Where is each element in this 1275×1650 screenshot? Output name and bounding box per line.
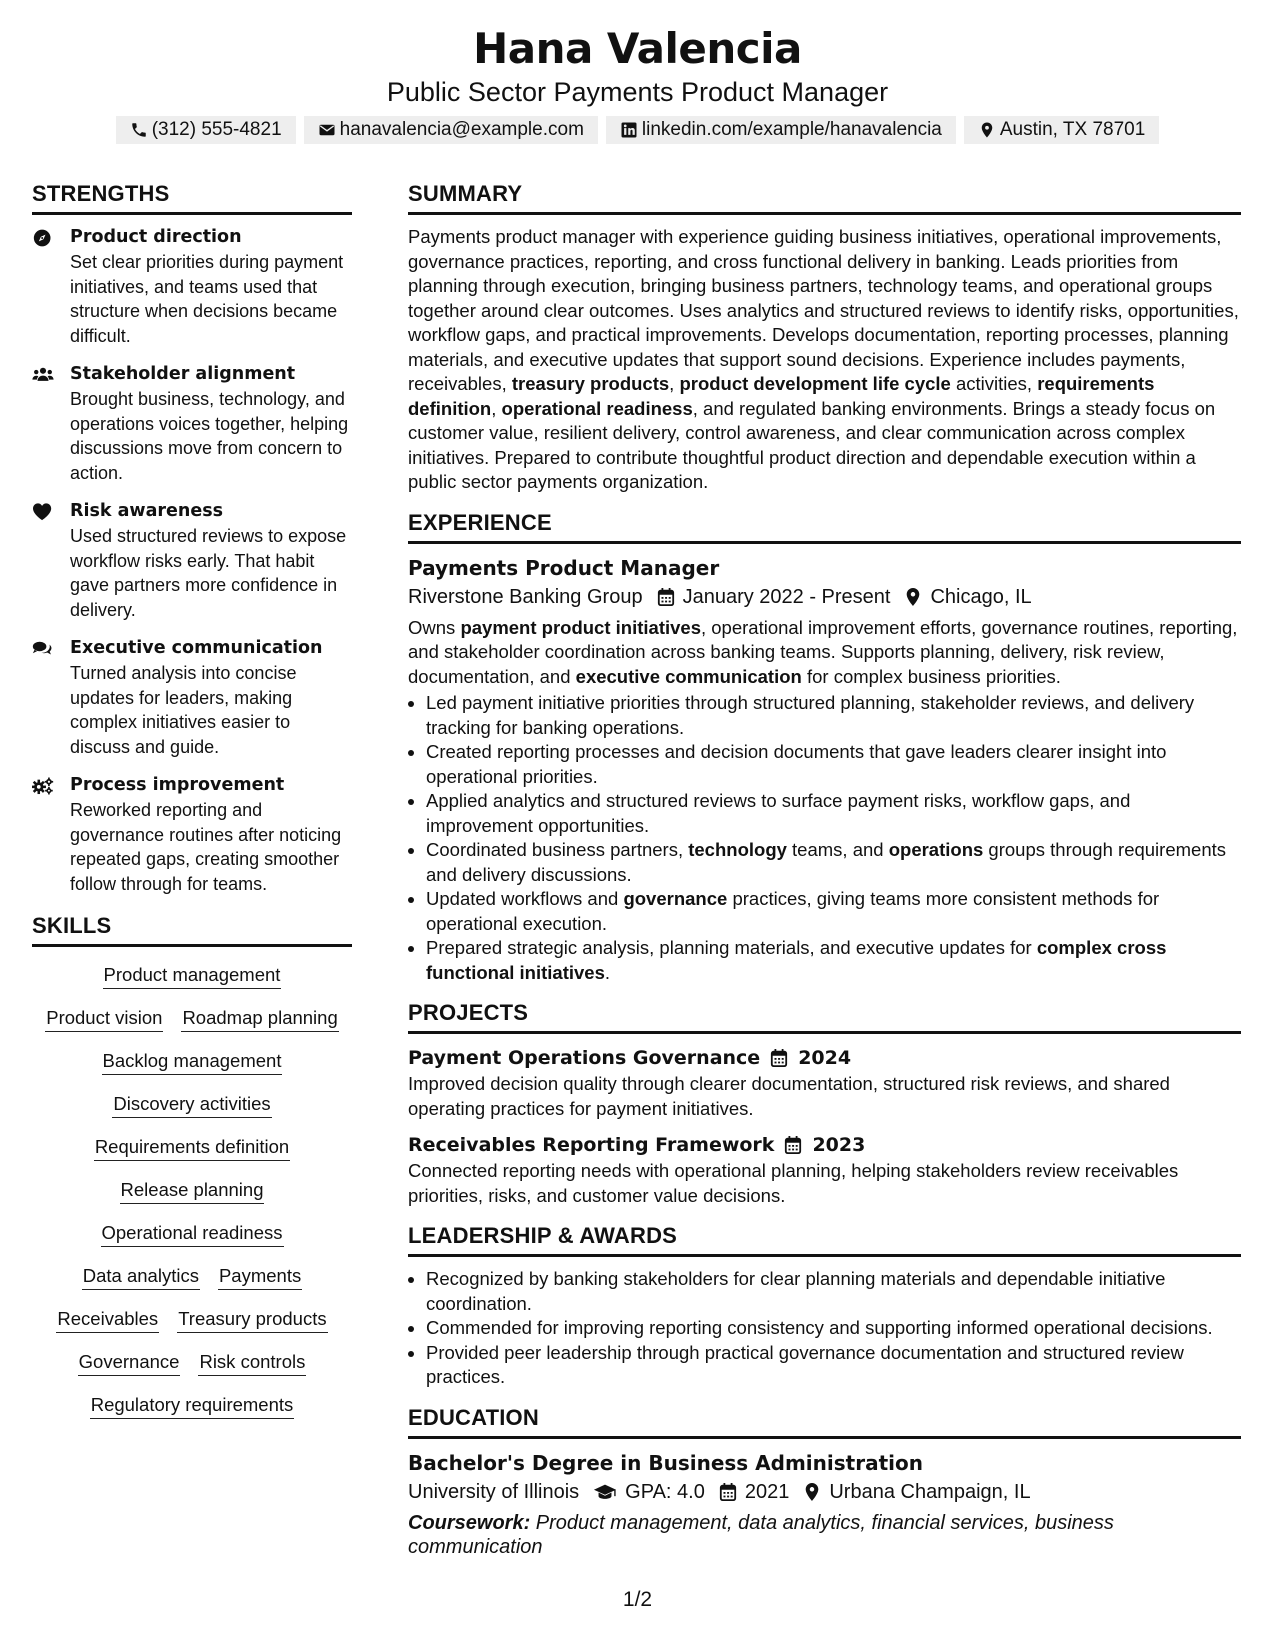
job-meta <box>408 582 1241 612</box>
job-location-text: Chicago, IL <box>930 585 1032 608</box>
bold-keyword: complex cross functional initiatives <box>426 937 1167 983</box>
strength-item <box>32 225 352 348</box>
skills-heading: SKILLS <box>32 912 352 947</box>
skill-tag: Product vision <box>45 1006 163 1032</box>
job-intro <box>408 616 1241 690</box>
skill-tag: Discovery activities <box>112 1092 271 1118</box>
text-run: Created reporting processes and decision documents that gave leaders clearer insight into operational priorities. <box>426 741 1167 787</box>
strength-title: Process improvement <box>70 775 285 795</box>
map-pin-icon <box>904 587 922 607</box>
skill-tag: Treasury products <box>177 1307 327 1333</box>
project-desc: Connected reporting needs with operational planning, helping stakeholders review receivables priorities, risks, and customer value decisions. <box>408 1160 1179 1206</box>
strength-desc: Set clear priorities during payment initiatives, and teams used that structure when decisions became difficult. <box>70 252 344 346</box>
contact-email[interactable] <box>304 116 598 144</box>
skill-row <box>32 1006 352 1032</box>
strengths-heading: STRENGTHS <box>32 180 352 215</box>
skill-tag: Requirements definition <box>94 1135 290 1161</box>
skill-tag: Payments <box>218 1264 302 1290</box>
bold-keyword: technology <box>688 839 787 860</box>
bold-keyword: executive communication <box>575 665 802 687</box>
coursework-label: Coursework: <box>408 1511 531 1534</box>
list-item <box>426 887 1241 936</box>
education-year <box>719 1477 790 1507</box>
calendar-icon <box>719 1482 737 1502</box>
list-item: • Commended for improving reporting consistency and supporting informed operational decisions. <box>426 1316 1241 1341</box>
experience-heading: EXPERIENCE <box>408 509 1241 544</box>
contact-location-text: Austin, TX 78701 <box>999 119 1146 140</box>
calendar-icon <box>784 1135 802 1155</box>
skill-tag: Roadmap planning <box>181 1006 338 1032</box>
text-run: teams, and <box>786 839 889 860</box>
linkedin-icon <box>620 121 638 139</box>
skill-row <box>32 1135 352 1161</box>
calendar-icon <box>657 587 675 607</box>
skills-list <box>32 957 352 1419</box>
envelope-icon <box>318 121 336 139</box>
resume-header <box>0 22 1275 144</box>
strength-desc: Turned analysis into concise updates for leaders, making complex initiatives easier to discuss and guide. <box>70 663 297 757</box>
text-run: Prepared strategic analysis, planning materials, and executive updates for <box>426 937 1037 958</box>
text-run: Owns <box>408 616 461 638</box>
summary-text <box>408 225 1241 495</box>
job-bullets <box>408 691 1241 985</box>
skill-row <box>32 1221 352 1247</box>
list-item <box>426 789 1241 838</box>
coursework-text: Product management, data analytics, financial services, business communication <box>408 1511 1114 1558</box>
bold-keyword: operational readiness <box>501 397 693 419</box>
job-dates <box>657 582 891 612</box>
text-run: , operational improvement efforts, governance routines, reporting, and stakeholder coordination across banking teams. Supports planning, delivery, risk review, documentation, and <box>408 616 1238 687</box>
text-run: Applied analytics and structured reviews to surface payment risks, workflow gaps, and improvement opportunities. <box>426 790 1131 836</box>
candidate-headline: Public Sector Payments Product Manager <box>386 77 889 107</box>
text-run: . <box>604 961 610 983</box>
skill-tag: Risk controls <box>198 1350 306 1376</box>
strength-item <box>32 773 352 896</box>
right-column <box>408 180 1241 1559</box>
projects-heading: PROJECTS <box>408 999 1241 1034</box>
strength-desc: Reworked reporting and governance routines after noticing repeated gaps, creating smoother follow through for teams. <box>70 800 342 894</box>
location-text: Urbana Champaign, IL <box>829 1480 1031 1503</box>
bold-keyword: governance <box>623 888 728 909</box>
project-desc: Improved decision quality through clearer documentation, structured risk reviews, and shared operating practices for payment initiatives. <box>408 1073 1170 1119</box>
map-pin-icon <box>803 1482 821 1502</box>
skill-row <box>32 1393 352 1419</box>
strength-desc: Used structured reviews to expose workflow risks early. That habit gave partners more confidence in delivery. <box>70 526 347 620</box>
list-item <box>426 936 1241 985</box>
summary-heading: SUMMARY <box>408 180 1241 215</box>
text-run: , <box>491 397 502 419</box>
text-run: groups through requirements and delivery discussions. <box>426 839 1226 885</box>
text-run: Updated workflows and <box>426 888 624 909</box>
text-run: for complex business priorities. <box>801 665 1061 687</box>
bold-keyword: product development life cycle <box>679 373 951 394</box>
project-title <box>408 1131 1241 1159</box>
contact-phone[interactable] <box>116 116 296 144</box>
skill-tag: Product management <box>103 963 282 989</box>
education-heading: EDUCATION <box>408 1404 1241 1439</box>
skill-tag: Governance <box>78 1350 181 1376</box>
list-item: • Provided peer leadership through practical governance documentation and structured review practices. <box>426 1341 1241 1390</box>
project-name: Payment Operations Governance <box>408 1047 761 1069</box>
text-run: activities, <box>950 373 1038 394</box>
list-item <box>426 838 1241 887</box>
users-icon <box>32 362 70 485</box>
project-year: 2024 <box>798 1047 852 1069</box>
phone-icon <box>130 121 148 139</box>
skill-tag: Receivables <box>56 1307 159 1333</box>
skill-row <box>32 1092 352 1118</box>
candidate-name: Hana Valencia <box>473 24 802 73</box>
gears-icon <box>32 773 70 896</box>
skill-row <box>32 1049 352 1075</box>
heart-icon <box>32 499 70 622</box>
strength-item <box>32 362 352 485</box>
strength-title: Stakeholder alignment <box>70 364 296 384</box>
project-title <box>408 1044 1241 1072</box>
strength-title: Product direction <box>70 227 242 247</box>
gpa-text: GPA: 4.0 <box>625 1480 705 1503</box>
text-run: Coordinated business partners, <box>426 839 689 860</box>
compass-icon <box>32 225 70 348</box>
contact-phone-text: (312) 555-4821 <box>151 119 282 140</box>
school-name: University of Illinois <box>408 1480 580 1503</box>
text-run: practices, giving teams more consistent methods for operational execution. <box>426 888 1160 934</box>
graduation-cap-icon <box>593 1482 617 1502</box>
education-location <box>803 1477 1030 1507</box>
text-run: Led payment initiative priorities through structured planning, stakeholder reviews, and delivery tracking for banking operations. <box>426 692 1195 738</box>
bold-keyword: treasury products <box>511 373 670 394</box>
text-run: Payments product manager with experience guiding business initiatives, operational improvements, governance practices, reporting, and cross functional delivery in banking. Leads priorities from planning through execution, bringing business partners, technology teams, and operational groups together around clear outcomes. Uses analytics and structured reviews to identify risks, opportunities, workflow gaps, and practical improvements. Develops documentation, reporting processes, planning materials, and executive updates that support sound decisions. Experience includes payments, receivables, <box>408 226 1239 394</box>
project-name: Receivables Reporting Framework <box>408 1134 775 1156</box>
skill-row <box>32 1350 352 1376</box>
leadership-bullets <box>408 1267 1241 1390</box>
company-name: Riverstone Banking Group <box>408 585 643 608</box>
text-run: , <box>669 373 680 394</box>
bold-keyword: payment product initiatives <box>460 616 701 638</box>
contact-bar <box>0 116 1275 144</box>
strength-title: Executive communication <box>70 638 323 658</box>
comments-icon <box>32 636 70 759</box>
skill-tag: Backlog management <box>102 1049 283 1075</box>
job-dates-text: January 2022 - Present <box>682 585 891 608</box>
list-item <box>426 691 1241 740</box>
skill-tag: Regulatory requirements <box>90 1393 295 1419</box>
skill-tag: Operational readiness <box>101 1221 284 1247</box>
year-text: 2021 <box>744 1480 790 1503</box>
map-pin-icon <box>978 121 996 139</box>
leadership-heading: LEADERSHIP & AWARDS <box>408 1222 1241 1257</box>
degree-title: Bachelor's Degree in Business Administration <box>408 1450 923 1475</box>
contact-email-text: hanavalencia@example.com <box>339 119 584 140</box>
page-number: 1/2 <box>622 1588 653 1611</box>
job-location <box>904 582 1031 612</box>
job-title: Payments Product Manager <box>408 555 720 580</box>
skill-row <box>32 963 352 989</box>
contact-location <box>964 116 1159 144</box>
skill-tag: Release planning <box>120 1178 265 1204</box>
text-run: , and regulated banking environments. Brings a steady focus on customer value, resilient delivery, control awareness, and clear communication across complex initiatives. Prepared to contribute thoughtful product direction and dependable execution within a public sector payments organization. <box>408 397 1216 492</box>
strength-title: Risk awareness <box>70 501 224 521</box>
project-year: 2023 <box>812 1134 866 1156</box>
bold-keyword: requirements definition <box>408 373 1155 419</box>
skill-row <box>32 1307 352 1333</box>
left-column <box>32 180 352 1436</box>
strength-item <box>32 499 352 622</box>
education-gpa <box>593 1477 705 1507</box>
education-meta <box>408 1477 1241 1507</box>
coursework <box>408 1511 1241 1559</box>
strength-item <box>32 636 352 759</box>
strength-desc: Brought business, technology, and operations voices together, helping discussions move from concern to action. <box>70 389 349 483</box>
skill-row <box>32 1178 352 1204</box>
calendar-icon <box>770 1048 788 1068</box>
list-item: • Recognized by banking stakeholders for clear planning materials and dependable initiative coordination. <box>426 1267 1241 1316</box>
contact-linkedin-text: linkedin.com/example/hanavalencia <box>641 119 942 140</box>
skill-row <box>32 1264 352 1290</box>
list-item <box>426 740 1241 789</box>
contact-linkedin[interactable] <box>606 116 956 144</box>
skill-tag: Data analytics <box>82 1264 200 1290</box>
bold-keyword: operations <box>888 839 984 860</box>
